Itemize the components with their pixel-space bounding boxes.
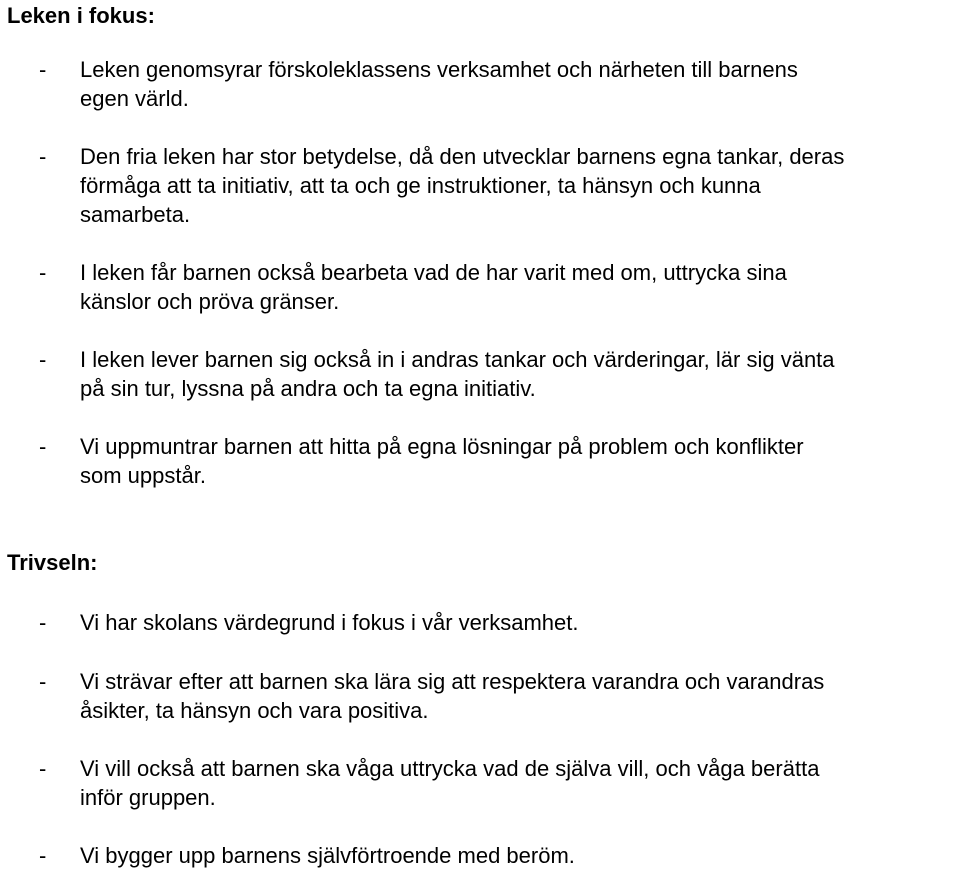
bullet-text: [80, 667, 960, 725]
bullet-dash: -: [39, 843, 47, 868]
bullet-line: på sin tur, lyssna på andra och ta egna initiativ.: [80, 376, 536, 401]
bullet-text: [80, 608, 960, 637]
bullet-line: förmåga att ta initiativ, att ta och ge instruktioner, ta hänsyn och kunna: [80, 173, 761, 198]
bullet-line: Vi bygger upp barnens självförtroende med beröm.: [80, 843, 575, 868]
bullet-line: samarbeta.: [80, 202, 191, 227]
bullet-line: inför gruppen.: [80, 785, 216, 810]
bullet-dash: -: [39, 144, 47, 169]
bullet-text: [80, 258, 960, 316]
bullet-dash: -: [39, 57, 47, 82]
bullet-dash: -: [39, 610, 47, 635]
bullet-dash: -: [39, 347, 47, 372]
bullet-text: [80, 55, 960, 113]
bullet-dash: -: [39, 434, 47, 459]
bullet-line: egen värld.: [80, 86, 189, 111]
bullet-line: Vi uppmuntrar barnen att hitta på egna lösningar på problem och konflikter: [80, 434, 804, 459]
section-heading-trivseln: Trivseln:: [7, 550, 98, 575]
bullet-text: [80, 432, 960, 490]
bullet-text: [80, 754, 960, 812]
bullet-line: känslor och pröva gränser.: [80, 289, 340, 314]
bullet-dash: -: [39, 756, 47, 781]
section-heading-leken-i-fokus: Leken i fokus:: [7, 3, 155, 28]
bullet-line: som uppstår.: [80, 463, 206, 488]
bullet-line: Leken genomsyrar förskoleklassens verksamhet och närheten till barnens: [80, 57, 798, 82]
bullet-text: [80, 345, 960, 403]
bullet-dash: -: [39, 669, 47, 694]
bullet-line: åsikter, ta hänsyn och vara positiva.: [80, 698, 429, 723]
bullet-line: I leken lever barnen sig också in i andras tankar och värderingar, lär sig vänta: [80, 347, 835, 372]
bullet-line: Den fria leken har stor betydelse, då den utvecklar barnens egna tankar, deras: [80, 144, 845, 169]
bullet-text: [80, 142, 960, 229]
bullet-text: [80, 841, 960, 870]
bullet-line: Vi har skolans värdegrund i fokus i vår verksamhet.: [80, 610, 579, 635]
bullet-dash: -: [39, 260, 47, 285]
bullet-line: Vi vill också att barnen ska våga uttrycka vad de själva vill, och våga berätta: [80, 756, 820, 781]
bullet-line: Vi strävar efter att barnen ska lära sig att respektera varandra och varandras: [80, 669, 825, 694]
bullet-line: I leken får barnen också bearbeta vad de har varit med om, uttrycka sina: [80, 260, 787, 285]
